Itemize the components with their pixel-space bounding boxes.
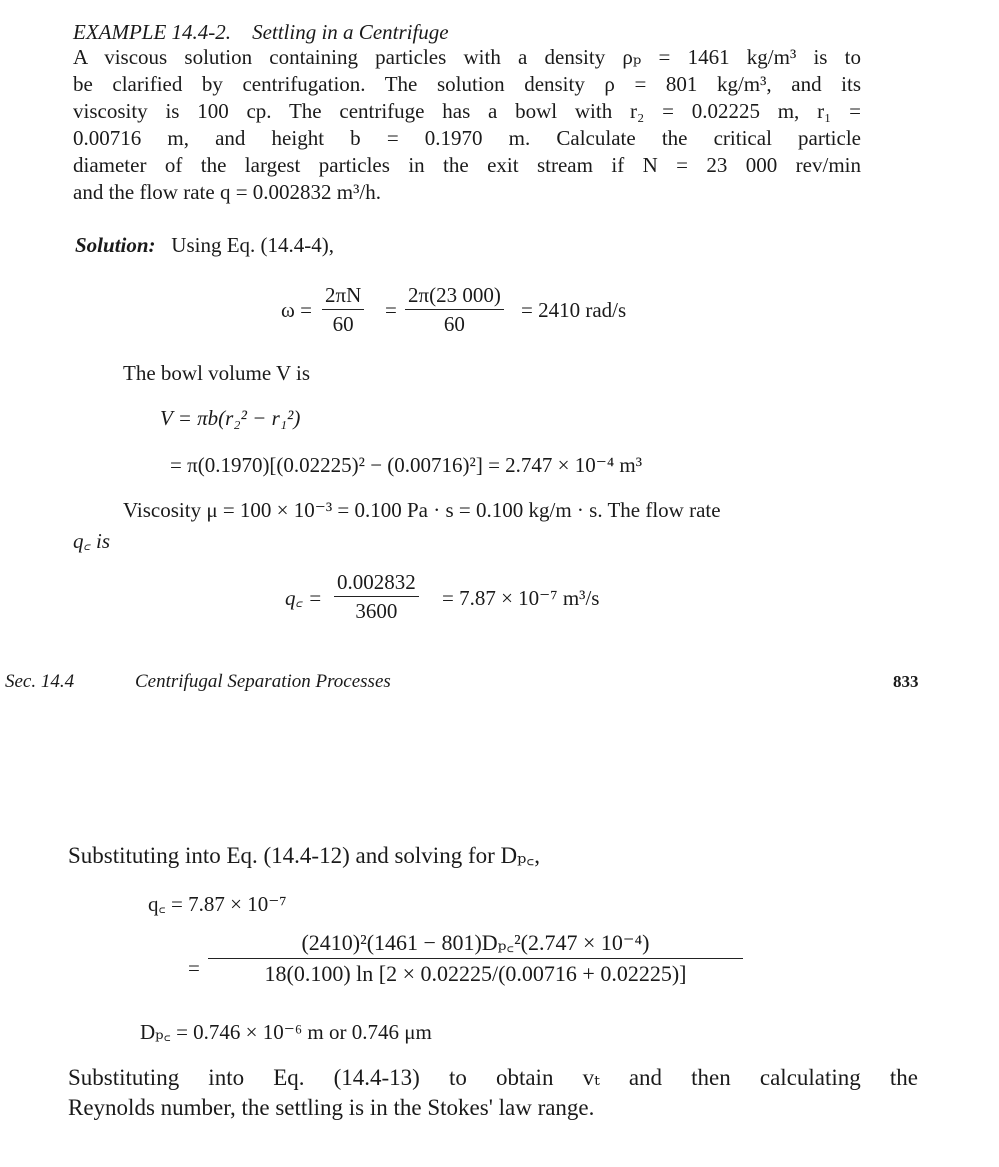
solution-label: Solution: <box>75 233 156 257</box>
qc-value-line: q꜀ = 7.87 × 10⁻⁷ <box>148 892 287 916</box>
bowl-volume-formula: V = πb(r₂² − r₁²) <box>160 406 301 430</box>
omega-fraction-2 <box>405 283 504 336</box>
continuation-intro: Substituting into Eq. (14.4-12) and solving for Dₚ꜀, <box>68 843 541 868</box>
solution-intro-text: Using Eq. (14.4-4), <box>171 233 335 257</box>
omega-rhs: = 2410 rad/s <box>521 298 627 322</box>
page-number: 833 <box>893 672 919 691</box>
omega-lhs: ω = <box>281 298 312 322</box>
numerator: 0.002832 <box>334 570 419 597</box>
numerator: (2410)²(1461 − 801)Dₚ꜀²(2.747 × 10⁻⁴) <box>208 930 743 959</box>
example-title: Settling in a Centrifuge <box>252 20 449 44</box>
denominator: 3600 <box>355 599 398 623</box>
section-number: Sec. 14.4 <box>5 671 75 692</box>
qc-lhs: q꜀ = <box>285 586 323 610</box>
solution-intro <box>75 233 334 257</box>
paragraph-line: A viscous solution containing particles with a density ρₚ = 1461 kg/m³ is to <box>73 45 861 69</box>
paragraph-line: be clarified by centrifugation. The solution density ρ = 801 kg/m³, and its <box>73 72 861 96</box>
example-label: EXAMPLE 14.4-2. <box>73 20 232 44</box>
equals: = <box>188 956 200 980</box>
denominator: 60 <box>443 312 465 336</box>
final-paragraph-line: Reynolds number, the settling is in the Stokes' law range. <box>68 1095 595 1120</box>
section-title: Centrifugal Separation Processes <box>135 671 391 692</box>
equals: = <box>385 298 397 322</box>
denominator: 60 <box>332 312 354 336</box>
final-paragraph-line: Substituting into Eq. (14.4-13) to obtain vₜ and then calculating the <box>68 1065 918 1090</box>
bowl-volume-intro: The bowl volume V is <box>123 361 311 385</box>
qc-fraction <box>334 570 419 623</box>
omega-fraction-1 <box>322 283 364 336</box>
numerator: 2πN <box>322 283 364 310</box>
paragraph-line: and the flow rate q = 0.002832 m³/h. <box>73 180 381 204</box>
paragraph-line: 0.00716 m, and height b = 0.1970 m. Calculate the critical particle <box>73 126 861 150</box>
bowl-volume-calc: = π(0.1970)[(0.02225)² − (0.00716)²] = 2.747 × 10⁻⁴ m³ <box>170 453 643 477</box>
paragraph-line: viscosity is 100 cp. The centrifuge has a bowl with r₂ = 0.02225 m, r₁ = <box>73 99 861 123</box>
denominator: 18(0.100) ln [2 × 0.02225/(0.00716 + 0.02225)] <box>264 961 687 986</box>
qc-rhs: = 7.87 × 10⁻⁷ m³/s <box>442 586 600 610</box>
paragraph-line: diameter of the largest particles in the exit stream if N = 23 000 rev/min <box>73 153 861 177</box>
qc-is: q꜀ is <box>73 529 111 553</box>
dpc-result: Dₚ꜀ = 0.746 × 10⁻⁶ m or 0.746 μm <box>140 1020 432 1044</box>
example-heading <box>73 20 449 44</box>
numerator: 2π(23 000) <box>405 283 504 310</box>
viscosity-line: Viscosity μ = 100 × 10⁻³ = 0.100 Pa · s = 0.100 kg/m · s. The flow rate <box>123 498 721 522</box>
dpc-fraction <box>208 930 743 987</box>
